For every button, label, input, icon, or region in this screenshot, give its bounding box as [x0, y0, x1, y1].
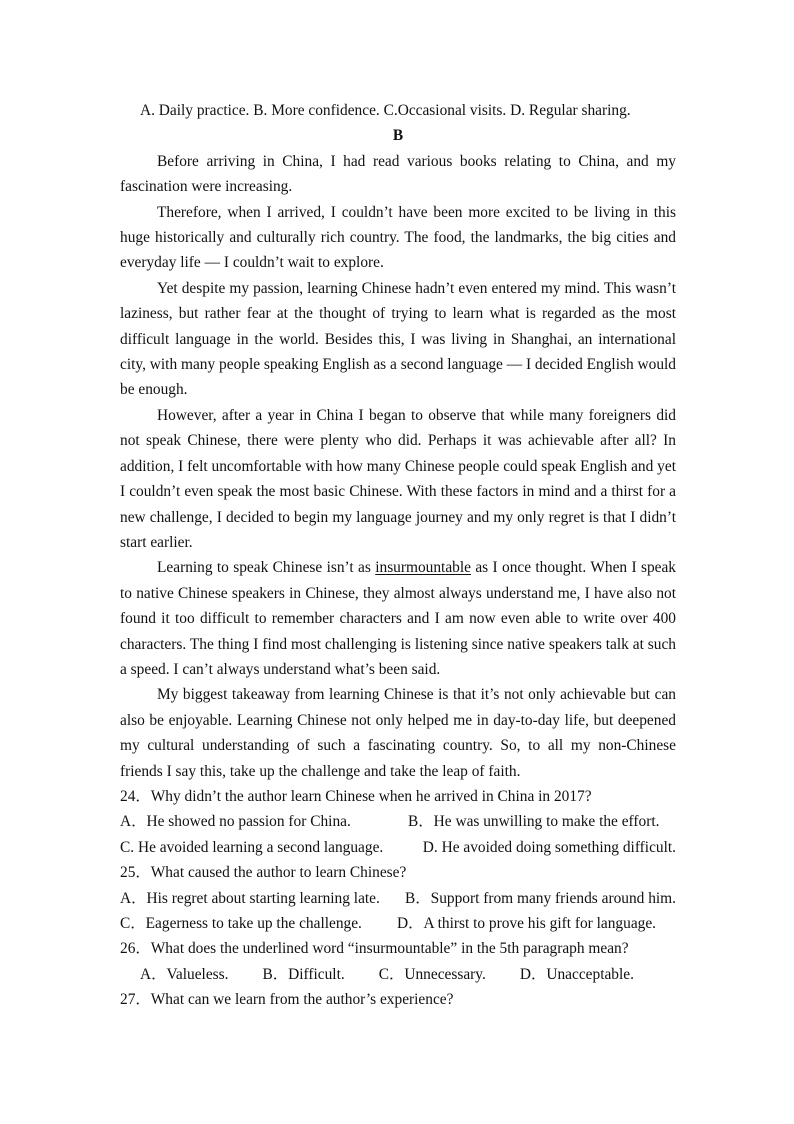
paragraph-2: Therefore, when I arrived, I couldn’t have been more excited to be living in this huge historically and culturally rich country. The food, the landmarks, the big cities and everyday life — I couldn’t wait to explore. [120, 203, 676, 272]
question-25-option-c: C．Eagerness to take up the challenge. [120, 915, 362, 932]
question-26-option-b: B．Difficult. [262, 965, 345, 983]
question-24-option-b: B．He was unwilling to make the effort. [408, 813, 660, 831]
question-24-option-a: A．He showed no passion for China. [120, 813, 351, 831]
document-page [120, 98, 676, 1013]
paragraph-5-end: as I once thought. When I speak to native Chinese speakers in Chinese, they almost always understand me, I have also not found it too difficult to remember characters and I am now even able to write over 400 characters. The thing I find most challenging is listening since native speakers talk at such a speed. I can’t always understand what’s been said. [120, 559, 676, 678]
question-25-options-row-2 [120, 911, 676, 936]
question-24-options-row-1 [120, 809, 676, 834]
paragraph-6: My biggest takeaway from learning Chinese is that it’s not only achievable but can also be enjoyable. Learning Chinese not only helped me in day-to-day life, but deepened my cultural understanding of such a fascinating country. So, to all my non-Chinese friends I say this, take up the challenge and take the leap of faith. [120, 686, 676, 780]
underlined-word: insurmountable [375, 559, 471, 577]
paragraph-3: Yet despite my passion, learning Chinese hadn’t even entered my mind. This wasn’t laziness, but rather fear at the thought of trying to learn what is regarded as the most difficult language in the world. Besides this, I was living in Shanghai, an international city, with many people speaking English as a second language — I decided English would be enough. [120, 279, 676, 399]
section-label: B [392, 127, 404, 145]
question-27-stem: 27．What can we learn from the author’s experience? [120, 991, 454, 1009]
question-25-stem: 25．What caused the author to learn Chinese? [120, 864, 407, 882]
question-26-stem: 26．What does the underlined word “insurmountable” in the 5th paragraph mean? [120, 940, 629, 958]
paragraph-5 [120, 555, 676, 682]
question-24-option-c: C. He avoided learning a second language. [120, 838, 384, 856]
question-24-option-d: D. He avoided doing something difficult. [422, 838, 676, 856]
question-25-option-b: B．Support from many friends around him. [404, 889, 676, 907]
question-24-stem: 24．Why didn’t the author learn Chinese when he arrived in China in 2017? [120, 787, 592, 805]
question-25-option-d: D．A thirst to prove his gift for language. [397, 915, 657, 932]
previous-question-options: A. Daily practice. B. More confidence. C.Occasional visits. D. Regular sharing. [140, 102, 631, 119]
question-24-options-row-2 [120, 835, 676, 860]
question-26-option-a: A．Valueless. [140, 965, 229, 983]
paragraph-4: However, after a year in China I began to observe that while many foreigners did not speak Chinese, there were plenty who did. Perhaps it was achievable after all? In addition, I felt uncomfortable with how many Chinese people could speak English and yet I couldn’t even speak the most basic Chinese. With these factors in mind and a thirst for a new challenge, I decided to begin my language journey and my only regret is that I didn’t start earlier. [120, 406, 676, 551]
question-26-option-c: C．Unnecessary. [378, 965, 486, 983]
question-25-option-a: A．His regret about starting learning late. [120, 889, 380, 907]
question-25-options-row-1 [120, 886, 676, 911]
question-26-option-d: D．Unacceptable. [519, 965, 634, 983]
question-26-options [120, 962, 676, 987]
paragraph-1: Before arriving in China, I had read various books relating to China, and my fascination were increasing. [120, 152, 676, 196]
paragraph-5-start: Learning to speak Chinese isn’t as [157, 559, 376, 577]
